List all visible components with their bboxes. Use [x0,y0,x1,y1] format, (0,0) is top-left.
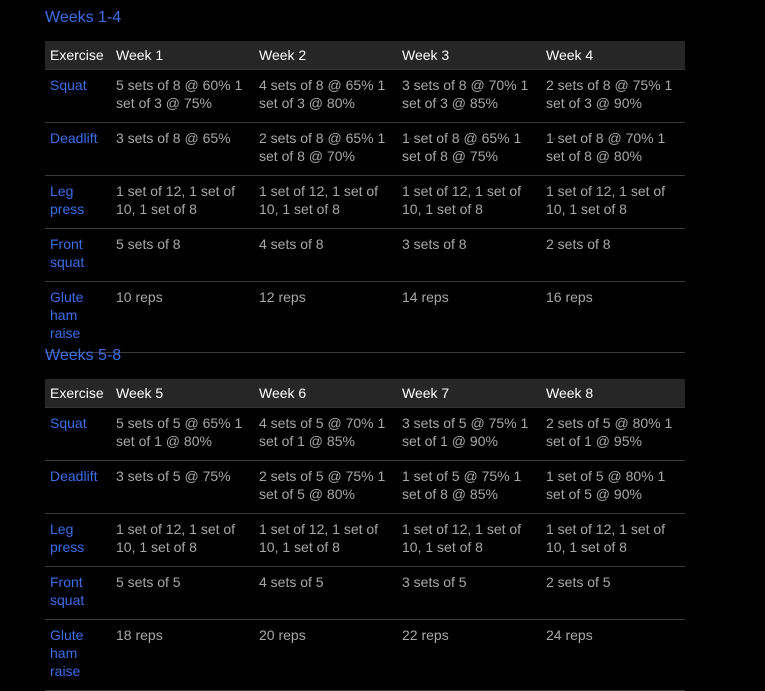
table-cell: 2 sets of 5 [541,567,685,620]
exercise-link[interactable]: Deadlift [45,123,111,176]
table-cell: 5 sets of 5 @ 65% 1 set of 1 @ 80% [111,408,254,461]
table-cell: 2 sets of 8 @ 75% 1 set of 3 @ 90% [541,70,685,123]
table-cell: 4 sets of 8 [254,229,397,282]
table-cell: 1 set of 12, 1 set of 10, 1 set of 8 [111,176,254,229]
table-cell: 14 reps [397,282,541,353]
table-cell: 3 sets of 5 @ 75% 1 set of 1 @ 90% [397,408,541,461]
table-row [45,176,685,229]
exercise-link[interactable]: Squat [45,408,111,461]
table-row [45,567,685,620]
table-cell: 4 sets of 8 @ 65% 1 set of 3 @ 80% [254,70,397,123]
table-row [45,461,685,514]
table-cell: 2 sets of 5 @ 80% 1 set of 1 @ 95% [541,408,685,461]
table-cell: 1 set of 12, 1 set of 10, 1 set of 8 [541,514,685,567]
table-cell: 20 reps [254,620,397,691]
table-cell: 1 set of 12, 1 set of 10, 1 set of 8 [254,176,397,229]
table-cell: 1 set of 12, 1 set of 10, 1 set of 8 [254,514,397,567]
program-section-weeks-5-8 [45,346,685,691]
exercise-link[interactable]: Deadlift [45,461,111,514]
table-row [45,123,685,176]
table-cell: 3 sets of 5 [397,567,541,620]
table-cell: 16 reps [541,282,685,353]
table-cell: 3 sets of 8 @ 65% [111,123,254,176]
exercise-link[interactable]: Glute ham raise [45,620,111,691]
column-header-week: Week 2 [254,41,397,70]
table-row [45,514,685,567]
table-cell: 5 sets of 5 [111,567,254,620]
program-table [45,379,685,691]
table-row [45,408,685,461]
table-cell: 5 sets of 8 [111,229,254,282]
table-cell: 1 set of 12, 1 set of 10, 1 set of 8 [541,176,685,229]
table-cell: 2 sets of 8 [541,229,685,282]
table-row [45,282,685,353]
column-header-week: Week 1 [111,41,254,70]
table-cell: 1 set of 5 @ 75% 1 set of 8 @ 85% [397,461,541,514]
exercise-link[interactable]: Glute ham raise [45,282,111,353]
table-cell: 3 sets of 8 [397,229,541,282]
column-header-week: Week 4 [541,41,685,70]
table-cell: 12 reps [254,282,397,353]
program-table [45,41,685,353]
table-cell: 10 reps [111,282,254,353]
column-header-exercise: Exercise [45,41,111,70]
table-cell: 1 set of 12, 1 set of 10, 1 set of 8 [397,176,541,229]
table-cell: 1 set of 12, 1 set of 10, 1 set of 8 [397,514,541,567]
program-section-weeks-1-4 [45,8,685,353]
exercise-link[interactable]: Front squat [45,567,111,620]
section-title: Weeks 1-4 [45,9,122,26]
table-cell: 18 reps [111,620,254,691]
column-header-week: Week 6 [254,379,397,408]
table-cell: 4 sets of 5 @ 70% 1 set of 1 @ 85% [254,408,397,461]
table-cell: 2 sets of 5 @ 75% 1 set of 5 @ 80% [254,461,397,514]
table-cell: 22 reps [397,620,541,691]
table-row [45,70,685,123]
column-header-week: Week 3 [397,41,541,70]
table-cell: 1 set of 8 @ 65% 1 set of 8 @ 75% [397,123,541,176]
table-cell: 2 sets of 8 @ 65% 1 set of 8 @ 70% [254,123,397,176]
exercise-link[interactable]: Leg press [45,514,111,567]
table-cell: 1 set of 12, 1 set of 10, 1 set of 8 [111,514,254,567]
table-cell: 1 set of 5 @ 80% 1 set of 5 @ 90% [541,461,685,514]
table-cell: 4 sets of 5 [254,567,397,620]
table-cell: 3 sets of 8 @ 70% 1 set of 3 @ 85% [397,70,541,123]
column-header-week: Week 5 [111,379,254,408]
column-header-week: Week 7 [397,379,541,408]
table-cell: 5 sets of 8 @ 60% 1 set of 3 @ 75% [111,70,254,123]
section-title: Weeks 5-8 [45,347,122,364]
table-header-row [45,379,685,408]
column-header-week: Week 8 [541,379,685,408]
table-cell: 3 sets of 5 @ 75% [111,461,254,514]
exercise-link[interactable]: Front squat [45,229,111,282]
column-header-exercise: Exercise [45,379,111,408]
exercise-link[interactable]: Squat [45,70,111,123]
exercise-link[interactable]: Leg press [45,176,111,229]
table-cell: 1 set of 8 @ 70% 1 set of 8 @ 80% [541,123,685,176]
table-cell: 24 reps [541,620,685,691]
table-row [45,620,685,691]
table-header-row [45,41,685,70]
table-row [45,229,685,282]
